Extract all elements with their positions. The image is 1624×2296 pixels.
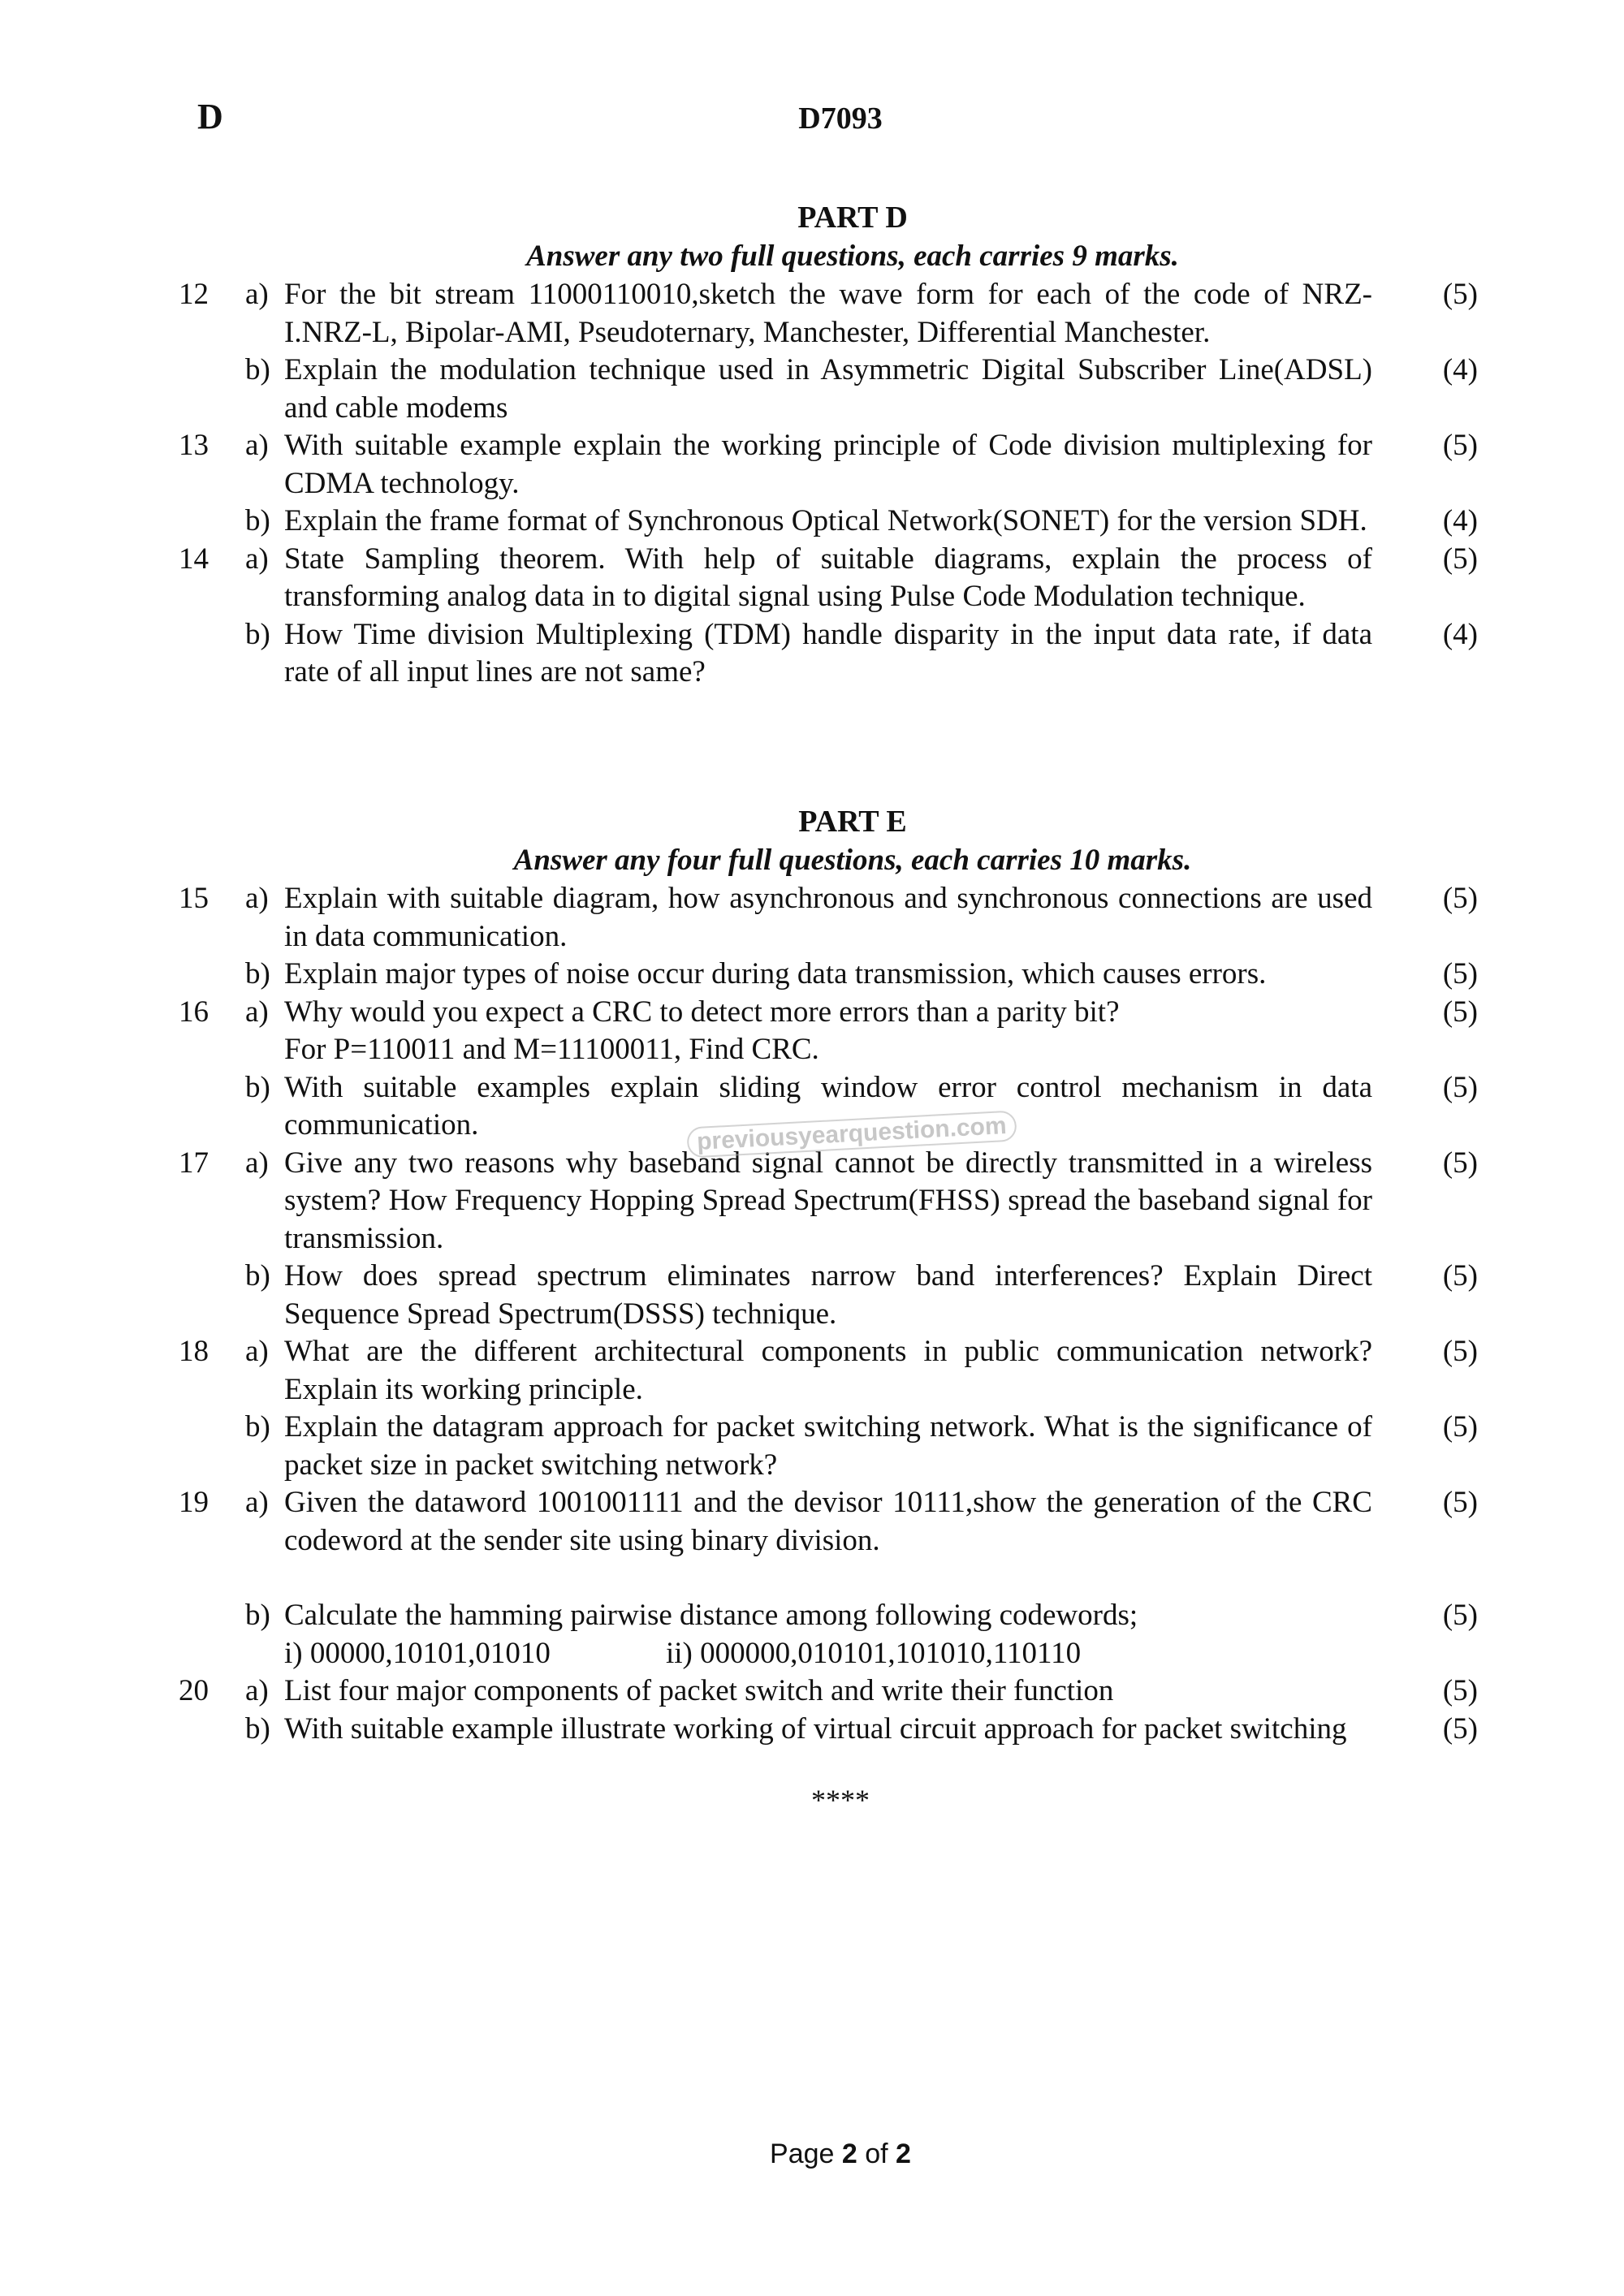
marks: (4) xyxy=(1442,504,1478,537)
question-number: 14 xyxy=(179,542,209,576)
marks: (5) xyxy=(1442,1335,1478,1368)
question-17b xyxy=(179,1258,1478,1333)
question-number: 16 xyxy=(179,995,209,1029)
marks: (5) xyxy=(1442,882,1478,915)
question-text: Explain with suitable diagram, how asynchronous and synchronous connections are used in data communication. xyxy=(284,882,1372,953)
question-17a xyxy=(179,1145,1478,1258)
end-of-paper-mark: **** xyxy=(811,1784,870,1816)
question-text xyxy=(284,994,1372,1069)
question-14b xyxy=(179,616,1478,692)
marks: (5) xyxy=(1442,1410,1478,1444)
page-footer xyxy=(0,2138,1624,2170)
paper-code: D7093 xyxy=(798,101,883,136)
part-d-section xyxy=(179,198,1478,692)
question-14a xyxy=(179,541,1478,616)
marks: (5) xyxy=(1442,1259,1478,1293)
footer-prefix: Page xyxy=(770,2138,842,2169)
marks: (4) xyxy=(1442,617,1478,651)
sub-label: b) xyxy=(245,353,270,386)
question-text: How Time division Multiplexing (TDM) handle disparity in the input data rate, if data rate of all input lines are not same? xyxy=(284,617,1372,688)
footer-current-page: 2 xyxy=(841,2138,857,2169)
sub-label: b) xyxy=(245,1410,270,1444)
part-d-instruction: Answer any two full questions, each carries 9 marks. xyxy=(526,240,1179,273)
sub-label: b) xyxy=(245,1259,270,1293)
question-number: 18 xyxy=(179,1335,209,1368)
sub-label: b) xyxy=(245,1070,270,1104)
question-text-line: Calculate the hamming pairwise distance among following codewords; xyxy=(284,1599,1138,1632)
question-20b xyxy=(179,1711,1478,1749)
sub-label: a) xyxy=(245,1674,269,1707)
question-number: 17 xyxy=(179,1146,209,1180)
marks: (5) xyxy=(1442,542,1478,576)
question-text: List four major components of packet switch and write their function xyxy=(284,1674,1114,1707)
question-18b xyxy=(179,1409,1478,1484)
question-text: Give any two reasons why baseband signal cannot be directly transmitted in a wireless system? How Frequency Hopping Spread Spectrum(FHSS) spread the baseband signal for transmission. xyxy=(284,1146,1372,1255)
question-text: How does spread spectrum eliminates narrow band interferences? Explain Direct Sequence Spread Spectrum(DSSS) technique. xyxy=(284,1259,1372,1331)
question-number: 13 xyxy=(179,429,209,462)
question-12b xyxy=(179,352,1478,427)
question-text: For the bit stream 11000110010,sketch the wave form for each of the code of NRZ-I.NRZ-L, Bipolar-AMI, Pseudoternary, Manchester, Differential Manchester. xyxy=(284,278,1372,349)
sub-label: b) xyxy=(245,617,270,651)
question-number: 20 xyxy=(179,1674,209,1707)
sub-label: a) xyxy=(245,278,269,311)
marks: (5) xyxy=(1442,1674,1478,1707)
marks: (5) xyxy=(1442,429,1478,462)
sub-label: a) xyxy=(245,1146,269,1180)
question-text: Explain major types of noise occur during data transmission, which causes errors. xyxy=(284,957,1267,990)
sub-label: a) xyxy=(245,1335,269,1368)
question-text: With suitable example illustrate working of virtual circuit approach for packet switching xyxy=(284,1711,1347,1746)
question-13b xyxy=(179,503,1478,541)
question-18a xyxy=(179,1333,1478,1409)
set-letter: D xyxy=(197,97,223,136)
question-text: Given the dataword 1001001111 and the devisor 10111,show the generation of the CRC codeword at the sender site using binary division. xyxy=(284,1486,1372,1557)
sub-label: a) xyxy=(245,542,269,576)
marks: (5) xyxy=(1442,1486,1478,1519)
watermark: previousyearquestion.com xyxy=(686,1110,1017,1158)
marks: (5) xyxy=(1442,1599,1478,1632)
marks: (5) xyxy=(1442,1070,1478,1104)
sub-label: b) xyxy=(245,1711,270,1746)
question-text-line: Why would you expect a CRC to detect more errors than a parity bit? xyxy=(284,995,1120,1029)
question-13a xyxy=(179,427,1478,503)
footer-middle: of xyxy=(857,2138,896,2169)
part-e-section xyxy=(179,802,1478,1748)
question-text: With suitable examples explain sliding window error control mechanism in data communication. xyxy=(284,1070,1372,1142)
question-text-line: For P=110011 and M=11100011, Find CRC. xyxy=(284,1033,819,1066)
codewords-set-i: i) 00000,10101,01010 xyxy=(284,1636,551,1670)
sub-label: b) xyxy=(245,504,270,537)
question-19b xyxy=(179,1597,1478,1672)
marks: (5) xyxy=(1442,1146,1478,1180)
marks: (4) xyxy=(1442,353,1478,386)
question-text xyxy=(284,1597,1372,1672)
question-text: State Sampling theorem. With help of suitable diagrams, explain the process of transforming analog data in to digital signal using Pulse Code Modulation technique. xyxy=(284,542,1372,613)
sub-label: a) xyxy=(245,1486,269,1519)
question-20a xyxy=(179,1672,1478,1711)
question-15a xyxy=(179,880,1478,956)
question-12a xyxy=(179,276,1478,352)
question-number: 19 xyxy=(179,1486,209,1519)
question-text: Explain the datagram approach for packet switching network. What is the significance of packet size in packet switching network? xyxy=(284,1410,1372,1482)
marks: (5) xyxy=(1442,995,1478,1029)
spacer xyxy=(179,1560,1478,1597)
marks: (5) xyxy=(1442,278,1478,311)
codewords-line xyxy=(284,1635,1372,1673)
question-text: With suitable example explain the working principle of Code division multiplexing for CDMA technology. xyxy=(284,429,1372,500)
sub-label: b) xyxy=(245,957,270,990)
question-text: What are the different architectural components in public communication network? Explain its working principle. xyxy=(284,1335,1372,1406)
question-number: 12 xyxy=(179,278,209,311)
sub-label: b) xyxy=(245,1599,270,1632)
part-d-title: PART D xyxy=(797,201,908,235)
codewords-set-ii: ii) 000000,010101,101010,110110 xyxy=(666,1636,1082,1670)
part-e-instruction: Answer any four full questions, each carries 10 marks. xyxy=(513,844,1192,877)
question-number: 15 xyxy=(179,882,209,915)
question-text: Explain the modulation technique used in Asymmetric Digital Subscriber Line(ADSL) and cable modems xyxy=(284,353,1372,425)
sub-label: a) xyxy=(245,995,269,1029)
question-19a xyxy=(179,1484,1478,1560)
marks: (5) xyxy=(1442,1711,1478,1746)
part-e-title: PART E xyxy=(798,805,907,839)
question-text: Explain the frame format of Synchronous Optical Network(SONET) for the version SDH. xyxy=(284,504,1367,537)
footer-total-pages: 2 xyxy=(896,2138,911,2169)
sub-label: a) xyxy=(245,429,269,462)
question-15b xyxy=(179,956,1478,994)
marks: (5) xyxy=(1442,957,1478,990)
sub-label: a) xyxy=(245,882,269,915)
question-16a xyxy=(179,994,1478,1069)
